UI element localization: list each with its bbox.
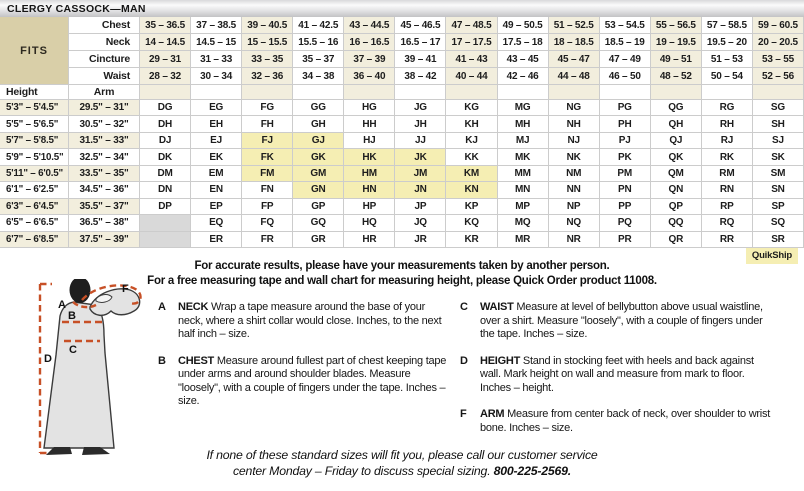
fits-row-label: Neck [69, 34, 140, 51]
arm-range-cell: 34.5" – 36" [69, 182, 140, 198]
instruction-neck [158, 301, 450, 342]
size-code-cell: HK [344, 149, 395, 165]
fits-value-cell: 17 – 17.5 [446, 34, 497, 51]
column-stripe-cell [293, 85, 344, 100]
fits-value-cell: 59 – 60.5 [753, 17, 804, 34]
size-code-cell: GP [293, 199, 344, 215]
figure-label-arm: F [122, 283, 129, 295]
instruction-letter: D [460, 354, 468, 367]
instruction-text: ARM Measure from center back of neck, over shoulder to wrist bone. Inches – size. [480, 408, 771, 434]
size-code-cell: FR [242, 232, 293, 248]
size-code-cell: JP [395, 199, 446, 215]
column-stripe-cell [549, 85, 600, 100]
size-code-cell: FH [242, 116, 293, 132]
size-code-cell: GK [293, 149, 344, 165]
size-code-cell: DN [140, 182, 191, 198]
size-code-cell: NQ [549, 215, 600, 231]
size-code-cell: KJ [446, 133, 497, 149]
size-code-cell: EK [191, 149, 242, 165]
size-code-cell: KR [446, 232, 497, 248]
fits-value-cell: 36 – 40 [344, 68, 395, 85]
arm-column-header: Arm [69, 85, 140, 100]
size-code-cell: NG [549, 100, 600, 116]
fits-value-cell: 16 – 16.5 [344, 34, 395, 51]
height-range-cell: 5'3" – 5'4.5" [0, 100, 69, 116]
arm-range-cell: 37.5" – 39" [69, 232, 140, 248]
size-code-cell: PR [600, 232, 651, 248]
instruction-waist [460, 301, 776, 342]
size-code-cell: SN [753, 182, 804, 198]
fits-value-cell: 15.5 – 16 [293, 34, 344, 51]
height-range-cell: 6'3" – 6'4.5" [0, 199, 69, 215]
cassock-robe [44, 302, 114, 448]
column-stripe-cell [242, 85, 293, 100]
size-code-cell: HQ [344, 215, 395, 231]
height-range-cell: 6'5" – 6'6.5" [0, 215, 69, 231]
fits-value-cell: 16.5 – 17 [395, 34, 446, 51]
size-code-cell: KN [446, 182, 497, 198]
fits-value-cell: 51 – 53 [702, 51, 753, 68]
column-stripe-cell [651, 85, 702, 100]
fits-row-label: Cincture [69, 51, 140, 68]
note-line-1: For accurate results, please have your measurements taken by another person. [194, 260, 610, 272]
size-code-cell: KP [446, 199, 497, 215]
footer-line-1: If none of these standard sizes will fit you, please call our customer service [206, 448, 598, 462]
size-code-cell: MN [498, 182, 549, 198]
fits-value-cell: 30 – 34 [191, 68, 242, 85]
size-code-cell: PG [600, 100, 651, 116]
footer-line-2-text: center Monday – Friday to discuss special sizing. [232, 464, 491, 478]
instructions-left-column [158, 301, 450, 409]
size-code-cell: FN [242, 182, 293, 198]
size-code-cell: NM [549, 166, 600, 182]
size-code-cell: QJ [651, 133, 702, 149]
size-code-cell: NR [549, 232, 600, 248]
size-code-cell: SM [753, 166, 804, 182]
size-code-cell: KG [446, 100, 497, 116]
size-code-cell: FK [242, 149, 293, 165]
size-code-cell: PM [600, 166, 651, 182]
instructions-right-column [460, 301, 776, 435]
fits-value-cell: 34 – 38 [293, 68, 344, 85]
size-code-cell: EQ [191, 215, 242, 231]
empty-size-cell [140, 232, 191, 248]
column-stripe-cell [702, 85, 753, 100]
instruction-term: CHEST [178, 354, 217, 367]
size-code-cell: RM [702, 166, 753, 182]
size-code-cell: DP [140, 199, 191, 215]
size-code-cell: FQ [242, 215, 293, 231]
size-code-cell: NP [549, 199, 600, 215]
size-code-cell: ER [191, 232, 242, 248]
special-sizing-footer [0, 447, 804, 479]
instruction-text: CHEST Measure around fullest part of chest keeping tape under arms and around shoulder blades. Measure "loosely", with a couple of fingers under the tape. Inches – size. [178, 354, 447, 407]
fits-value-cell: 41 – 43 [446, 51, 497, 68]
fits-value-cell: 45 – 46.5 [395, 17, 446, 34]
size-code-cell: HJ [344, 133, 395, 149]
fits-value-cell: 44 – 48 [549, 68, 600, 85]
size-code-cell: MJ [498, 133, 549, 149]
size-code-cell: SG [753, 100, 804, 116]
fits-value-cell: 45 – 47 [549, 51, 600, 68]
size-code-cell: HH [344, 116, 395, 132]
fits-value-cell: 32 – 36 [242, 68, 293, 85]
fits-value-cell: 46 – 50 [600, 68, 651, 85]
size-code-cell: HR [344, 232, 395, 248]
fits-value-cell: 39 – 41 [395, 51, 446, 68]
size-code-cell: EJ [191, 133, 242, 149]
size-code-cell: QP [651, 199, 702, 215]
size-code-cell: FJ [242, 133, 293, 149]
instruction-chest [158, 355, 450, 409]
fits-value-cell: 35 – 37 [293, 51, 344, 68]
size-code-cell: EH [191, 116, 242, 132]
size-code-cell: SR [753, 232, 804, 248]
fits-value-cell: 31 – 33 [191, 51, 242, 68]
fits-value-cell: 51 – 52.5 [549, 17, 600, 34]
size-code-cell: HP [344, 199, 395, 215]
size-code-cell: GJ [293, 133, 344, 149]
fits-value-cell: 47 – 49 [600, 51, 651, 68]
figure-head [70, 279, 91, 303]
fits-value-cell: 35 – 36.5 [140, 17, 191, 34]
size-code-cell: JR [395, 232, 446, 248]
size-code-cell: EN [191, 182, 242, 198]
size-code-cell: NK [549, 149, 600, 165]
fits-value-cell: 20 – 20.5 [753, 34, 804, 51]
size-code-cell: DG [140, 100, 191, 116]
size-code-cell: QN [651, 182, 702, 198]
size-code-cell: PN [600, 182, 651, 198]
size-code-cell: SP [753, 199, 804, 215]
height-range-cell: 5'9" – 5'10.5" [0, 149, 69, 165]
instruction-height [460, 355, 776, 396]
instruction-term: WAIST [480, 301, 517, 313]
height-column-header: Height [0, 85, 69, 100]
height-arm-header-row [0, 85, 804, 100]
fits-value-cell: 50 – 54 [702, 68, 753, 85]
size-code-cell: KK [446, 149, 497, 165]
arm-range-cell: 29.5" – 31" [69, 100, 140, 116]
size-code-cell: RQ [702, 215, 753, 231]
size-code-cell: RH [702, 116, 753, 132]
fits-value-cell: 48 – 52 [651, 68, 702, 85]
fits-row-label: Waist [69, 68, 140, 85]
size-code-cell: SJ [753, 133, 804, 149]
arm-range-cell: 32.5" – 34" [69, 149, 140, 165]
size-code-cell: EM [191, 166, 242, 182]
fits-value-cell: 17.5 – 18 [498, 34, 549, 51]
size-code-cell: JH [395, 116, 446, 132]
fits-corner-label: FITS [0, 17, 69, 85]
fits-value-cell: 40 – 44 [446, 68, 497, 85]
size-code-cell: DJ [140, 133, 191, 149]
size-code-cell: RJ [702, 133, 753, 149]
fits-value-cell: 37 – 38.5 [191, 17, 242, 34]
size-code-cell: DH [140, 116, 191, 132]
height-range-cell: 5'11" – 6'0.5" [0, 166, 69, 182]
fits-value-cell: 53 – 55 [753, 51, 804, 68]
size-code-cell: QQ [651, 215, 702, 231]
size-code-cell: KQ [446, 215, 497, 231]
fits-value-cell: 14 – 14.5 [140, 34, 191, 51]
size-code-cell: KH [446, 116, 497, 132]
fits-value-cell: 38 – 42 [395, 68, 446, 85]
size-code-cell: SK [753, 149, 804, 165]
size-code-cell: MH [498, 116, 549, 132]
instruction-text: HEIGHT Stand in stocking feet with heels and back against wall. Mark height on wall and measure from mark to floor. Inches – height. [480, 354, 754, 394]
size-code-cell: JQ [395, 215, 446, 231]
instruction-letter: B [158, 354, 166, 367]
height-range-cell: 5'5" – 5'6.5" [0, 116, 69, 132]
arm-range-cell: 33.5" – 35" [69, 166, 140, 182]
instruction-arm [460, 408, 776, 435]
size-code-cell: SQ [753, 215, 804, 231]
size-code-cell: RP [702, 199, 753, 215]
height-range-cell: 6'7" – 6'8.5" [0, 232, 69, 248]
size-code-cell: PP [600, 199, 651, 215]
size-code-cell: HG [344, 100, 395, 116]
size-code-cell: JK [395, 149, 446, 165]
page-title: CLERGY CASSOCK—MAN [7, 2, 146, 15]
quikship-badge: QuikShip [746, 248, 798, 264]
size-code-cell: QR [651, 232, 702, 248]
size-code-cell: PH [600, 116, 651, 132]
size-code-cell: JM [395, 166, 446, 182]
customer-service-phone: 800-225-2569. [493, 464, 572, 478]
size-code-cell: FG [242, 100, 293, 116]
fits-value-cell: 33 – 35 [242, 51, 293, 68]
size-code-cell: HN [344, 182, 395, 198]
fits-value-cell: 39 – 40.5 [242, 17, 293, 34]
size-code-cell: JJ [395, 133, 446, 149]
size-code-cell: HM [344, 166, 395, 182]
height-range-cell: 5'7" – 5'8.5" [0, 133, 69, 149]
fits-row-label: Chest [69, 17, 140, 34]
size-code-cell: GQ [293, 215, 344, 231]
size-code-cell: PJ [600, 133, 651, 149]
column-stripe-cell [395, 85, 446, 100]
fits-value-cell: 53 – 54.5 [600, 17, 651, 34]
size-code-cell: NJ [549, 133, 600, 149]
fits-value-cell: 19.5 – 20 [702, 34, 753, 51]
fits-table [0, 17, 804, 85]
size-code-cell: FP [242, 199, 293, 215]
arm-range-cell: 35.5" – 37" [69, 199, 140, 215]
column-stripe-cell [191, 85, 242, 100]
fits-value-cell: 19 – 19.5 [651, 34, 702, 51]
fits-value-cell: 28 – 32 [140, 68, 191, 85]
size-code-cell: DK [140, 149, 191, 165]
fits-value-cell: 57 – 58.5 [702, 17, 753, 34]
instruction-letter: A [158, 301, 166, 313]
size-code-cell: RR [702, 232, 753, 248]
size-code-cell: RG [702, 100, 753, 116]
size-code-cell: MR [498, 232, 549, 248]
fits-value-cell: 49 – 50.5 [498, 17, 549, 34]
column-stripe-cell [344, 85, 395, 100]
size-code-cell: GR [293, 232, 344, 248]
size-code-cell: FM [242, 166, 293, 182]
fits-value-cell: 49 – 51 [651, 51, 702, 68]
footer-line-2 [0, 463, 804, 479]
size-code-cell: NN [549, 182, 600, 198]
size-code-cell: RK [702, 149, 753, 165]
instruction-letter: F [460, 408, 467, 420]
size-code-cell: RN [702, 182, 753, 198]
column-stripe-cell [498, 85, 549, 100]
size-code-cell: QH [651, 116, 702, 132]
column-stripe-cell [446, 85, 497, 100]
fits-value-cell: 43 – 45 [498, 51, 549, 68]
size-code-cell: GH [293, 116, 344, 132]
size-code-cell: JG [395, 100, 446, 116]
size-code-cell: GM [293, 166, 344, 182]
instruction-letter: C [460, 301, 468, 313]
fits-value-cell: 15 – 15.5 [242, 34, 293, 51]
column-stripe-cell [140, 85, 191, 100]
size-code-cell: GN [293, 182, 344, 198]
fits-value-cell: 55 – 56.5 [651, 17, 702, 34]
figure-label-chest: B [68, 310, 76, 322]
size-code-cell: QG [651, 100, 702, 116]
fits-value-cell: 47 – 48.5 [446, 17, 497, 34]
size-code-cell: EG [191, 100, 242, 116]
empty-size-cell [140, 215, 191, 231]
arm-range-cell: 36.5" – 38" [69, 215, 140, 231]
arm-range-cell: 30.5" – 32" [69, 116, 140, 132]
fits-value-cell: 37 – 39 [344, 51, 395, 68]
figure-label-height: D [44, 353, 52, 365]
instruction-text: WAIST Measure at level of bellybutton above usual waistline, over a shirt. Measure "loosely", with a couple of fingers under the tape. Inches – size. [480, 301, 763, 340]
instruction-text: NECK Wrap a tape measure around the base of your neck, where a shirt collar would close. Inches, to the next half inch – size. [178, 301, 442, 340]
fits-value-cell: 43 – 44.5 [344, 17, 395, 34]
size-code-cell: PK [600, 149, 651, 165]
size-code-cell: QM [651, 166, 702, 182]
instruction-term: HEIGHT [480, 354, 523, 367]
size-code-cell: EP [191, 199, 242, 215]
chart-title-bar [0, 0, 804, 17]
instruction-term: ARM [480, 408, 508, 420]
size-code-cell: MK [498, 149, 549, 165]
fits-value-cell: 41 – 42.5 [293, 17, 344, 34]
column-stripe-cell [753, 85, 804, 100]
instruction-term: NECK [178, 301, 211, 313]
fits-value-cell: 18 – 18.5 [549, 34, 600, 51]
size-code-cell: KM [446, 166, 497, 182]
size-code-cell: SH [753, 116, 804, 132]
size-code-cell: PQ [600, 215, 651, 231]
fits-value-cell: 42 – 46 [498, 68, 549, 85]
arm-range-cell: 31.5" – 33" [69, 133, 140, 149]
size-code-cell: JN [395, 182, 446, 198]
size-code-grid [0, 100, 804, 248]
size-code-cell: GG [293, 100, 344, 116]
column-stripe-cell [600, 85, 651, 100]
fits-value-cell: 18.5 – 19 [600, 34, 651, 51]
figure-label-waist: C [69, 344, 77, 356]
size-code-cell: MG [498, 100, 549, 116]
size-code-cell: QK [651, 149, 702, 165]
figure-label-neck: A [58, 299, 66, 311]
size-code-cell: NH [549, 116, 600, 132]
size-code-cell: MQ [498, 215, 549, 231]
size-code-cell: MM [498, 166, 549, 182]
size-code-cell: DM [140, 166, 191, 182]
fits-value-cell: 14.5 – 15 [191, 34, 242, 51]
height-range-cell: 6'1" – 6'2.5" [0, 182, 69, 198]
fits-value-cell: 52 – 56 [753, 68, 804, 85]
fits-value-cell: 29 – 31 [140, 51, 191, 68]
size-code-cell: MP [498, 199, 549, 215]
note-line-2: For a free measuring tape and wall chart for measuring height, please Quick Order product 11008. [147, 275, 657, 287]
